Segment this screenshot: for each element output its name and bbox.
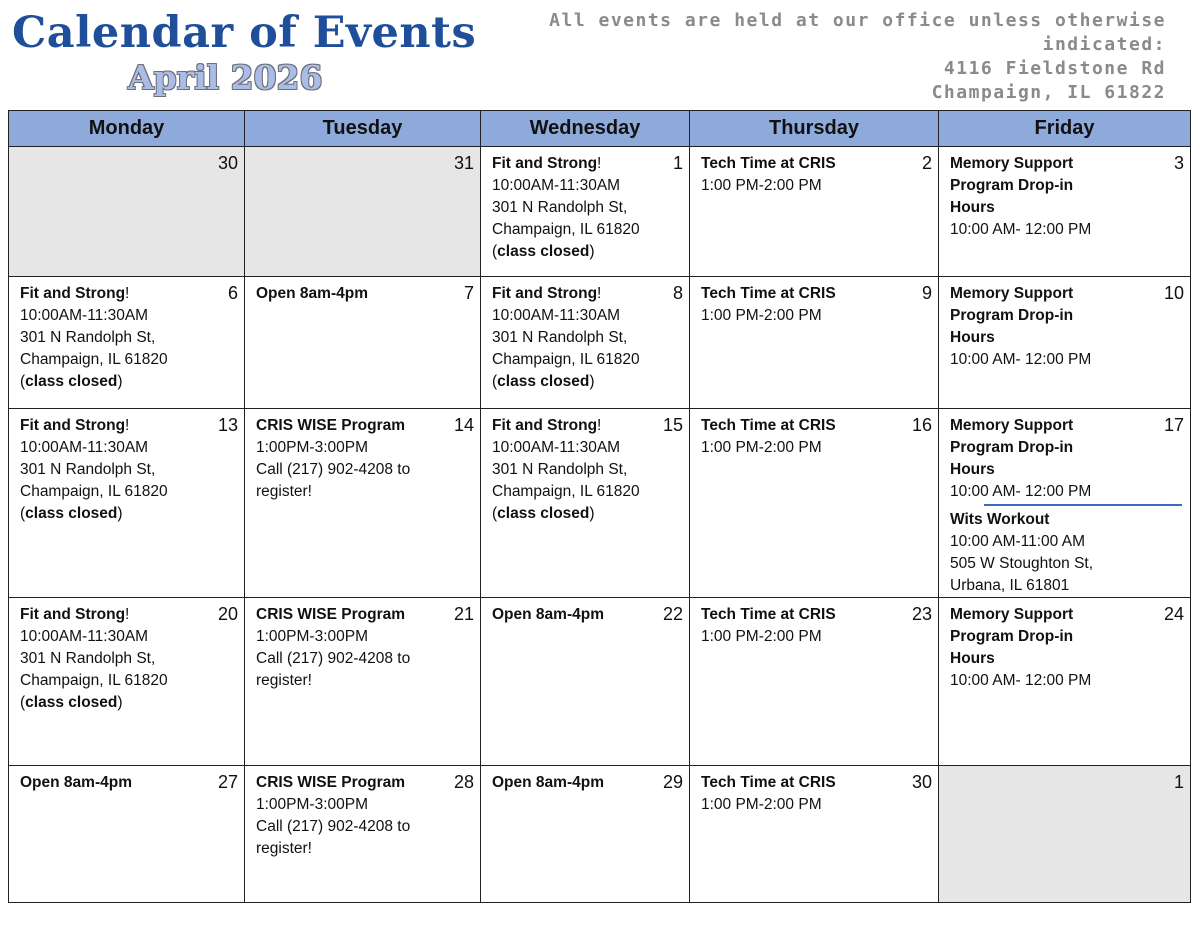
- event: [950, 509, 1180, 597]
- event-title: Memory Support Program Drop-in Hours: [950, 606, 1074, 667]
- event-title-line: [701, 283, 928, 305]
- class-closed-note: [492, 503, 679, 525]
- day-cell: [939, 147, 1191, 277]
- event-title: Memory Support Program Drop-in Hours: [950, 417, 1074, 478]
- class-closed-close: ): [589, 505, 595, 522]
- event-title: Fit and Strong: [492, 155, 598, 172]
- month-subtitle: April 2026: [128, 58, 323, 97]
- day-events: [245, 598, 480, 692]
- event: [256, 415, 470, 503]
- event-detail: 10:00AM-11:30AM: [492, 439, 621, 456]
- day-events: [939, 277, 1190, 371]
- event-detail: 1:00PM-3:00PM: [256, 439, 368, 456]
- event-title: Fit and Strong: [492, 417, 598, 434]
- event-title-line: [701, 604, 928, 626]
- day-events: [481, 409, 689, 525]
- event-title: Memory Support Program Drop-in Hours: [950, 155, 1074, 216]
- event-detail: 1:00PM-3:00PM: [256, 796, 368, 813]
- day-events: [939, 598, 1190, 692]
- day-events: [9, 147, 244, 153]
- event-title-line: [20, 283, 234, 305]
- event-detail: 301 N Randolph St,: [492, 199, 628, 216]
- event-title: Tech Time at CRIS: [701, 285, 836, 302]
- event: [701, 604, 928, 648]
- location-note-line: indicated:: [1042, 34, 1166, 55]
- day-number: 1: [672, 153, 683, 173]
- event: [492, 153, 679, 263]
- class-closed-note: [492, 241, 679, 263]
- event: [20, 415, 234, 525]
- day-events: [939, 409, 1190, 597]
- day-cell: [690, 598, 939, 766]
- class-closed-bold: class closed: [497, 505, 590, 522]
- calendar-grid: [8, 110, 1191, 903]
- day-cell: [245, 409, 481, 598]
- day-number: 3: [1173, 153, 1184, 173]
- event-detail: Champaign, IL 61820: [492, 351, 640, 368]
- week-row: [9, 598, 1191, 766]
- event-detail: 10:00AM-11:30AM: [492, 307, 621, 324]
- event-title-suffix: !: [125, 417, 130, 434]
- week-row: [9, 277, 1191, 409]
- event-detail: register!: [256, 672, 312, 689]
- event-title: Open 8am-4pm: [20, 774, 132, 791]
- event: [701, 153, 928, 197]
- event-detail: Champaign, IL 61820: [492, 483, 640, 500]
- event-title-line: [256, 772, 470, 794]
- event-detail: Call (217) 902-4208 to: [256, 818, 411, 835]
- class-closed-note: [20, 692, 234, 714]
- event: [492, 283, 679, 393]
- event-title: CRIS WISE Program: [256, 606, 405, 623]
- day-number: 9: [921, 283, 932, 303]
- day-number: 20: [217, 604, 238, 624]
- event-detail: 10:00 AM- 12:00 PM: [950, 672, 1092, 689]
- day-events: [245, 277, 480, 305]
- weekday-header: Wednesday: [481, 111, 690, 147]
- day-events: [481, 598, 689, 626]
- day-number: 1: [1173, 772, 1184, 792]
- event: [701, 283, 928, 327]
- day-number: 29: [662, 772, 683, 792]
- event-title-line: [950, 604, 1100, 670]
- day-events: [481, 147, 689, 263]
- event-detail: 1:00 PM-2:00 PM: [701, 439, 822, 456]
- day-events: [245, 766, 480, 860]
- day-cell: [481, 147, 690, 277]
- event-detail: 1:00 PM-2:00 PM: [701, 177, 822, 194]
- event-title-suffix: !: [125, 606, 130, 623]
- event-title-line: [492, 604, 679, 626]
- day-number: 10: [1163, 283, 1184, 303]
- event-detail: 1:00 PM-2:00 PM: [701, 307, 822, 324]
- day-events: [9, 277, 244, 393]
- week-row: [9, 766, 1191, 903]
- day-number: 24: [1163, 604, 1184, 624]
- class-closed-close: ): [117, 694, 123, 711]
- event-detail: register!: [256, 840, 312, 857]
- class-closed-close: ): [589, 373, 595, 390]
- event: [950, 283, 1180, 371]
- day-cell: [481, 766, 690, 903]
- day-events: [245, 409, 480, 503]
- event-detail: 1:00PM-3:00PM: [256, 628, 368, 645]
- day-cell: [690, 766, 939, 903]
- day-cell: [939, 766, 1191, 903]
- event: [20, 283, 234, 393]
- event: [256, 604, 470, 692]
- event-title-line: [701, 772, 928, 794]
- event: [950, 153, 1180, 241]
- event: [492, 415, 679, 525]
- event-detail: 301 N Randolph St,: [492, 329, 628, 346]
- event-title-line: [492, 153, 679, 175]
- event-detail: 10:00 AM- 12:00 PM: [950, 351, 1092, 368]
- event-detail: Call (217) 902-4208 to: [256, 650, 411, 667]
- event-title-line: [950, 283, 1100, 349]
- day-cell: [939, 409, 1191, 598]
- week-row: [9, 147, 1191, 277]
- day-cell: [690, 409, 939, 598]
- class-closed-bold: class closed: [25, 694, 118, 711]
- event-title-suffix: !: [597, 285, 602, 302]
- class-closed-open: (: [492, 505, 498, 522]
- day-number: 22: [662, 604, 683, 624]
- event-title: Tech Time at CRIS: [701, 417, 836, 434]
- event-detail: 1:00 PM-2:00 PM: [701, 796, 822, 813]
- day-number: 13: [217, 415, 238, 435]
- day-number: 31: [453, 153, 474, 173]
- day-cell: [690, 147, 939, 277]
- event-title: Open 8am-4pm: [492, 606, 604, 623]
- day-number: 16: [911, 415, 932, 435]
- event: [701, 772, 928, 816]
- class-closed-open: (: [20, 694, 26, 711]
- class-closed-open: (: [492, 373, 498, 390]
- location-note-line: Champaign, IL 61822: [931, 82, 1166, 103]
- class-closed-bold: class closed: [497, 373, 590, 390]
- event: [950, 604, 1180, 692]
- event-detail: Champaign, IL 61820: [20, 483, 168, 500]
- event: [492, 772, 679, 794]
- day-events: [245, 147, 480, 153]
- event-title: Wits Workout: [950, 511, 1050, 528]
- event-title: Fit and Strong: [492, 285, 598, 302]
- event-title-line: [492, 415, 679, 437]
- event-detail: 10:00AM-11:30AM: [492, 177, 621, 194]
- day-number: 15: [662, 415, 683, 435]
- day-number: 6: [227, 283, 238, 303]
- event-title-line: [20, 604, 234, 626]
- class-closed-note: [492, 371, 679, 393]
- day-cell: [245, 147, 481, 277]
- calendar-title: Calendar of Events: [12, 8, 477, 58]
- event-title-suffix: !: [597, 417, 602, 434]
- day-cell: [481, 598, 690, 766]
- day-events: [690, 147, 938, 197]
- event-detail: 10:00AM-11:30AM: [20, 439, 149, 456]
- event-detail: 10:00 AM-11:00 AM: [950, 533, 1085, 550]
- class-closed-bold: class closed: [497, 243, 590, 260]
- event: [20, 604, 234, 714]
- location-note-line: All events are held at our office unless otherwise: [549, 10, 1166, 31]
- event: [256, 772, 470, 860]
- event-detail: Call (217) 902-4208 to: [256, 461, 411, 478]
- event-detail: Champaign, IL 61820: [20, 351, 168, 368]
- day-cell: [9, 598, 245, 766]
- event-detail: Champaign, IL 61820: [492, 221, 640, 238]
- event-title-line: [256, 415, 470, 437]
- class-closed-bold: class closed: [25, 373, 118, 390]
- day-number: 30: [911, 772, 932, 792]
- day-number: 2: [921, 153, 932, 173]
- day-events: [9, 409, 244, 525]
- class-closed-close: ): [117, 505, 123, 522]
- day-events: [690, 409, 938, 459]
- day-cell: [245, 766, 481, 903]
- day-number: 7: [463, 283, 474, 303]
- event-detail: 10:00 AM- 12:00 PM: [950, 483, 1092, 500]
- event: [950, 415, 1180, 506]
- event-detail: 301 N Randolph St,: [20, 650, 156, 667]
- day-events: [690, 766, 938, 816]
- day-number: 21: [453, 604, 474, 624]
- weekday-header: Tuesday: [245, 111, 481, 147]
- class-closed-note: [20, 371, 234, 393]
- day-events: [690, 277, 938, 327]
- day-events: [690, 598, 938, 648]
- weekday-header: Friday: [939, 111, 1191, 147]
- event-detail: 1:00 PM-2:00 PM: [701, 628, 822, 645]
- day-number: 28: [453, 772, 474, 792]
- weekday-header-row: [9, 111, 1191, 147]
- event-detail: register!: [256, 483, 312, 500]
- event-title-line: [950, 509, 1100, 531]
- event-detail: 10:00 AM- 12:00 PM: [950, 221, 1092, 238]
- event-title-line: [701, 415, 928, 437]
- event-title-line: [256, 283, 470, 305]
- event-title: Fit and Strong: [20, 606, 126, 623]
- event-title: Fit and Strong: [20, 285, 126, 302]
- event-detail: 301 N Randolph St,: [20, 461, 156, 478]
- event-detail: 505 W Stoughton St,: [950, 555, 1094, 572]
- event: [492, 604, 679, 626]
- day-cell: [9, 409, 245, 598]
- event-title-suffix: !: [125, 285, 130, 302]
- event: [701, 415, 928, 459]
- event-detail: 301 N Randolph St,: [20, 329, 156, 346]
- day-cell: [9, 766, 245, 903]
- event-title-line: [701, 153, 928, 175]
- day-cell: [481, 409, 690, 598]
- day-cell: [939, 598, 1191, 766]
- day-events: [939, 147, 1190, 241]
- event-title-line: [950, 153, 1100, 219]
- weekday-header: Thursday: [690, 111, 939, 147]
- day-cell: [690, 277, 939, 409]
- event-title-line: [20, 415, 234, 437]
- event-title-line: [492, 772, 679, 794]
- day-cell: [481, 277, 690, 409]
- event-detail: Champaign, IL 61820: [20, 672, 168, 689]
- event-detail: Urbana, IL 61801: [950, 577, 1070, 594]
- event: [20, 772, 234, 794]
- event-title: Tech Time at CRIS: [701, 606, 836, 623]
- underline-divider: [984, 504, 1182, 506]
- day-number: 30: [217, 153, 238, 173]
- event-title: Tech Time at CRIS: [701, 155, 836, 172]
- weekday-header: Monday: [9, 111, 245, 147]
- day-number: 8: [672, 283, 683, 303]
- event: [256, 283, 470, 305]
- day-cell: [9, 277, 245, 409]
- day-cell: [9, 147, 245, 277]
- day-events: [939, 766, 1190, 772]
- day-cell: [939, 277, 1191, 409]
- event-title-line: [950, 415, 1100, 481]
- location-note: [526, 9, 1166, 105]
- day-number: 23: [911, 604, 932, 624]
- day-cell: [245, 598, 481, 766]
- day-events: [9, 598, 244, 714]
- day-number: 27: [217, 772, 238, 792]
- event-title: Open 8am-4pm: [492, 774, 604, 791]
- event-title: Open 8am-4pm: [256, 285, 368, 302]
- day-cell: [245, 277, 481, 409]
- class-closed-open: (: [492, 243, 498, 260]
- day-events: [9, 766, 244, 794]
- day-number: 14: [453, 415, 474, 435]
- day-number: 17: [1163, 415, 1184, 435]
- class-closed-close: ): [117, 373, 123, 390]
- class-closed-open: (: [20, 505, 26, 522]
- event-detail: 301 N Randolph St,: [492, 461, 628, 478]
- event-title-line: [20, 772, 234, 794]
- class-closed-open: (: [20, 373, 26, 390]
- week-row: [9, 409, 1191, 598]
- event-title: CRIS WISE Program: [256, 417, 405, 434]
- class-closed-bold: class closed: [25, 505, 118, 522]
- event-detail: 10:00AM-11:30AM: [20, 628, 149, 645]
- event-title: Tech Time at CRIS: [701, 774, 836, 791]
- day-events: [481, 766, 689, 794]
- class-closed-note: [20, 503, 234, 525]
- event-title-line: [256, 604, 470, 626]
- event-detail: 10:00AM-11:30AM: [20, 307, 149, 324]
- class-closed-close: ): [589, 243, 595, 260]
- event-title: Fit and Strong: [20, 417, 126, 434]
- day-events: [481, 277, 689, 393]
- event-title-suffix: !: [597, 155, 602, 172]
- location-note-line: 4116 Fieldstone Rd: [943, 58, 1166, 79]
- event-title: Memory Support Program Drop-in Hours: [950, 285, 1074, 346]
- event-title-line: [492, 283, 679, 305]
- event-title: CRIS WISE Program: [256, 774, 405, 791]
